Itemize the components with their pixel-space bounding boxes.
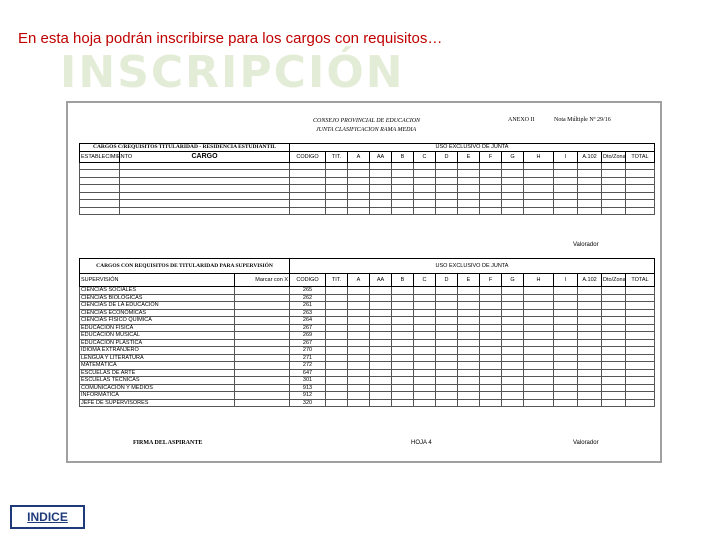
- table-row: [80, 354, 655, 362]
- row-code: 271: [290, 354, 326, 362]
- col-header: CODIGO: [290, 274, 326, 287]
- table-row: [80, 207, 655, 215]
- form-image: [66, 101, 662, 463]
- row-name: CIENCIAS FÍSICO QUÍMICA: [80, 317, 235, 325]
- junta-header: USO EXCLUSIVO DE JUNTA: [290, 259, 655, 274]
- col-header: A: [348, 274, 370, 287]
- col-header: TOTAL: [626, 274, 655, 287]
- section-title: CARGOS CON REQUISITOS DE TITULARIDAD PARA SUPERVISIÓN: [80, 259, 290, 274]
- table-row: [80, 185, 655, 193]
- watermark: INSCRIPCIÓN: [60, 47, 405, 98]
- mark-cell[interactable]: [235, 294, 290, 302]
- table-row: [80, 302, 655, 310]
- table-row: [80, 200, 655, 208]
- row-name: LENGUA Y LITERATURA: [80, 354, 235, 362]
- mark-cell[interactable]: [235, 362, 290, 370]
- row-name: JEFE DE SUPERVISORES: [80, 399, 235, 407]
- mark-cell[interactable]: [235, 339, 290, 347]
- note: Nota Múltiple Nº 29/16: [554, 117, 611, 123]
- col-header: F: [480, 274, 502, 287]
- col-header: B: [392, 274, 414, 287]
- col-header: TIT.: [326, 274, 348, 287]
- page-label: HOJA 4: [411, 440, 432, 446]
- mark-cell[interactable]: [235, 377, 290, 385]
- table-row: [80, 309, 655, 317]
- row-name: CIENCIAS SOCIALES: [80, 287, 235, 295]
- row-name: CIENCIAS DE LA EDUCACIÓN: [80, 302, 235, 310]
- row-code: 264: [290, 317, 326, 325]
- col-header: F: [480, 151, 502, 162]
- row-name: INFORMÁTICA: [80, 392, 235, 400]
- row-code: 270: [290, 347, 326, 355]
- table-row: [80, 162, 655, 170]
- annex: ANEXO II: [508, 117, 535, 123]
- row-name: CIENCIAS BIOLÓGICAS: [80, 294, 235, 302]
- row-code: 301: [290, 377, 326, 385]
- col-header: SUPERVISIÓN: [80, 274, 235, 287]
- col-header: G: [502, 151, 524, 162]
- row-code: 320: [290, 399, 326, 407]
- mark-cell[interactable]: [235, 354, 290, 362]
- col-header: D: [436, 274, 458, 287]
- table-row: [80, 362, 655, 370]
- col-header: C: [414, 274, 436, 287]
- col-header: Dto/Zona: [602, 151, 626, 162]
- row-name: CIENCIAS ECONÓMICAS: [80, 309, 235, 317]
- row-code: 272: [290, 362, 326, 370]
- row-name: ESCUELAS TÉCNICAS: [80, 377, 235, 385]
- signature-label: FIRMA DEL ASPIRANTE: [133, 440, 203, 446]
- table-row: [80, 332, 655, 340]
- row-code: 912: [290, 392, 326, 400]
- mark-cell[interactable]: [235, 384, 290, 392]
- col-header: B: [392, 151, 414, 162]
- col-header: CARGO: [120, 151, 290, 162]
- row-name: EDUCACIÓN PLÁSTICA: [80, 339, 235, 347]
- mark-cell[interactable]: [235, 392, 290, 400]
- col-header: AA: [370, 274, 392, 287]
- col-header: A.102: [578, 274, 602, 287]
- table-row: [80, 170, 655, 178]
- row-code: 261: [290, 302, 326, 310]
- indice-button[interactable]: INDICE: [10, 505, 85, 529]
- table-row: [80, 287, 655, 295]
- mark-cell[interactable]: [235, 302, 290, 310]
- table-row: [80, 369, 655, 377]
- col-header: E: [458, 151, 480, 162]
- row-code: 265: [290, 287, 326, 295]
- table-row: [80, 399, 655, 407]
- table-row: [80, 192, 655, 200]
- row-code: 647: [290, 369, 326, 377]
- col-header: Dto/Zona: [602, 274, 626, 287]
- table-row: [80, 324, 655, 332]
- junta-header: USO EXCLUSIVO DE JUNTA: [290, 144, 655, 152]
- table-row: [80, 392, 655, 400]
- mark-cell[interactable]: [235, 317, 290, 325]
- col-header: Marcar con X: [235, 274, 290, 287]
- row-name: EDUCACIÓN MUSICAL: [80, 332, 235, 340]
- row-code: 262: [290, 294, 326, 302]
- table-row: [80, 384, 655, 392]
- page-title: En esta hoja podrán inscribirse para los cargos con requisitos…: [18, 30, 443, 47]
- col-header: TOTAL: [626, 151, 655, 162]
- mark-cell[interactable]: [235, 287, 290, 295]
- row-name: ESCUELAS DE ARTE: [80, 369, 235, 377]
- row-code: 269: [290, 332, 326, 340]
- row-name: COMUNICACIÓN Y MEDIOS: [80, 384, 235, 392]
- col-header: A.102: [578, 151, 602, 162]
- row-name: MATEMÁTICA: [80, 362, 235, 370]
- row-code: 267: [290, 324, 326, 332]
- mark-cell[interactable]: [235, 324, 290, 332]
- col-header: D: [436, 151, 458, 162]
- row-code: 913: [290, 384, 326, 392]
- col-header: I: [554, 151, 578, 162]
- col-header: A: [348, 151, 370, 162]
- row-code: 267: [290, 339, 326, 347]
- col-header: H: [524, 274, 554, 287]
- col-header: H: [524, 151, 554, 162]
- valorador-label: Valorador: [573, 242, 599, 248]
- row-name: IDIOMA EXTRANJERO: [80, 347, 235, 355]
- col-header: C: [414, 151, 436, 162]
- mark-cell[interactable]: [235, 309, 290, 317]
- col-header: AA: [370, 151, 392, 162]
- table-row: [80, 317, 655, 325]
- table-row: [80, 347, 655, 355]
- mark-cell[interactable]: [235, 347, 290, 355]
- mark-cell[interactable]: [235, 332, 290, 340]
- table-row: [80, 294, 655, 302]
- section-title: CARGOS C/REQUISITOS TITULARIDAD - RESIDENCIA ESTUDIANTIL: [80, 144, 290, 152]
- table-residencia: [79, 143, 655, 215]
- org-line-2: JUNTA CLASIFICACION RAMA MEDIA: [316, 127, 417, 133]
- col-header: G: [502, 274, 524, 287]
- col-header: ESTABLECIMIENTO: [80, 151, 120, 162]
- org-line-1: CONSEJO PROVINCIAL DE EDUCACION: [313, 118, 421, 124]
- table-supervision: [79, 258, 655, 407]
- row-code: 263: [290, 309, 326, 317]
- mark-cell[interactable]: [235, 399, 290, 407]
- valorador-label-2: Valorador: [573, 440, 599, 446]
- col-header: TIT.: [326, 151, 348, 162]
- mark-cell[interactable]: [235, 369, 290, 377]
- row-name: EDUCACIÓN FÍSICA: [80, 324, 235, 332]
- col-header: CODIGO: [290, 151, 326, 162]
- table-row: [80, 339, 655, 347]
- col-header: E: [458, 274, 480, 287]
- col-header: I: [554, 274, 578, 287]
- table-row: [80, 377, 655, 385]
- table-row: [80, 177, 655, 185]
